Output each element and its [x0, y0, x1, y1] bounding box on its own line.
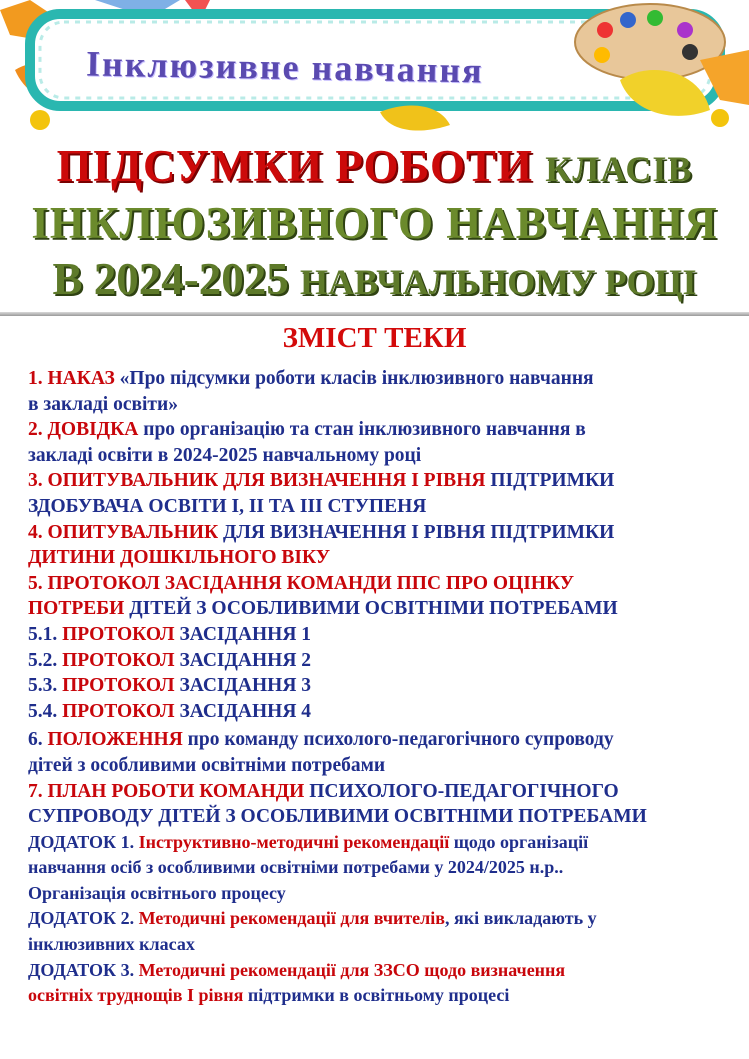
- toc-item: 1. НАКАЗ «Про підсумки роботи класів інклюзивного навчання: [28, 368, 594, 389]
- toc-item: ДОДАТОК 2. Методичні рекомендації для вчителів, які викладають у: [28, 908, 597, 929]
- paint-dot: [594, 47, 610, 63]
- toc-item: 3. ОПИТУВАЛЬНИК ДЛЯ ВИЗНАЧЕННЯ І РІВНЯ ПІДТРИМКИ: [28, 470, 615, 492]
- toc-item: дітей з особливими освітніми потребами: [28, 754, 386, 776]
- headline-year-text: В 2024-2025: [52, 254, 289, 304]
- flower-icon: [30, 110, 50, 130]
- table-of-contents: [28, 366, 748, 1009]
- toc-item: закладі освіти в 2024-2025 навчальному році: [28, 444, 422, 466]
- toc-item: СУПРОВОДУ ДІТЕЙ З ОСОБЛИВИМИ ОСВІТНІМИ ПОТРЕБАМИ: [28, 806, 647, 828]
- headline-line-2: [0, 197, 749, 249]
- toc-item: 5.1. ПРОТОКОЛ ЗАСІДАННЯ 1: [28, 623, 312, 645]
- headline-green-text: ІНКЛЮЗИВНОГО НАВЧАННЯ: [31, 198, 718, 248]
- headline-line-3: [0, 253, 749, 305]
- paint-dot: [597, 22, 613, 38]
- toc-item: 6. ПОЛОЖЕННЯ про команду психолого-педагогічного супроводу: [28, 729, 614, 751]
- paint-dot: [677, 22, 693, 38]
- section-divider: [0, 312, 749, 316]
- banner-title: Інклюзивне навчання: [85, 43, 484, 91]
- paint-dot: [682, 44, 698, 60]
- toc-item: в закладі освіти»: [28, 393, 178, 415]
- toc-item: 5.4. ПРОТОКОЛ ЗАСІДАННЯ 4: [28, 700, 312, 722]
- decorative-banner: [0, 0, 749, 135]
- toc-item: 5. ПРОТОКОЛ ЗАСІДАННЯ КОМАНДИ ППС ПРО ОЦІНКУ: [28, 572, 575, 594]
- toc-item: інклюзивних класах: [28, 934, 195, 955]
- toc-item: навчання осіб з особливими освітніми потребами у 2024/2025 н.р..: [28, 857, 564, 878]
- toc-item: ДИТИНИ ДОШКІЛЬНОГО ВІКУ: [28, 547, 331, 569]
- toc-item: 2. ДОВІДКА про організацію та стан інклюзивного навчання в: [28, 419, 586, 441]
- paint-dot: [620, 12, 636, 28]
- toc-title: ЗМІСТ ТЕКИ: [282, 322, 467, 354]
- paint-dot: [647, 10, 663, 26]
- toc-item: 7. ПЛАН РОБОТИ КОМАНДИ ПСИХОЛОГО-ПЕДАГОГІЧНОГО: [28, 780, 619, 802]
- toc-item: ЗДОБУВАЧА ОСВІТИ І, ІІ ТА ІІІ СТУПЕНЯ: [28, 495, 427, 517]
- toc-item: 4. ОПИТУВАЛЬНИК ДЛЯ ВИЗНАЧЕННЯ І РІВНЯ ПІДТРИМКИ: [28, 521, 615, 543]
- toc-item: ДОДАТОК 3. Методичні рекомендації для ЗЗСО щодо визначення: [28, 959, 566, 980]
- headline-red-text: ПІДСУМКИ РОБОТИ: [56, 141, 534, 191]
- toc-item: 5.3. ПРОТОКОЛ ЗАСІДАННЯ 3: [28, 675, 312, 697]
- headline-green-text: КЛАСІВ: [545, 149, 693, 189]
- toc-item: 5.2. ПРОТОКОЛ ЗАСІДАННЯ 2: [28, 649, 312, 671]
- toc-item: ПОТРЕБИ ДІТЕЙ З ОСОБЛИВИМИ ОСВІТНІМИ ПОТРЕБАМИ: [28, 598, 618, 620]
- toc-item: ДОДАТОК 1. Інструктивно-методичні рекомендації щодо організації: [28, 831, 589, 852]
- headline-line-1: [0, 140, 749, 192]
- headline-green-text: НАВЧАЛЬНОМУ РОЦІ: [300, 262, 697, 302]
- flower-icon: [711, 109, 729, 127]
- toc-item: освітніх труднощів І рівня підтримки в освітньому процесі: [28, 985, 510, 1006]
- toc-item: Організація освітнього процесу: [28, 882, 286, 903]
